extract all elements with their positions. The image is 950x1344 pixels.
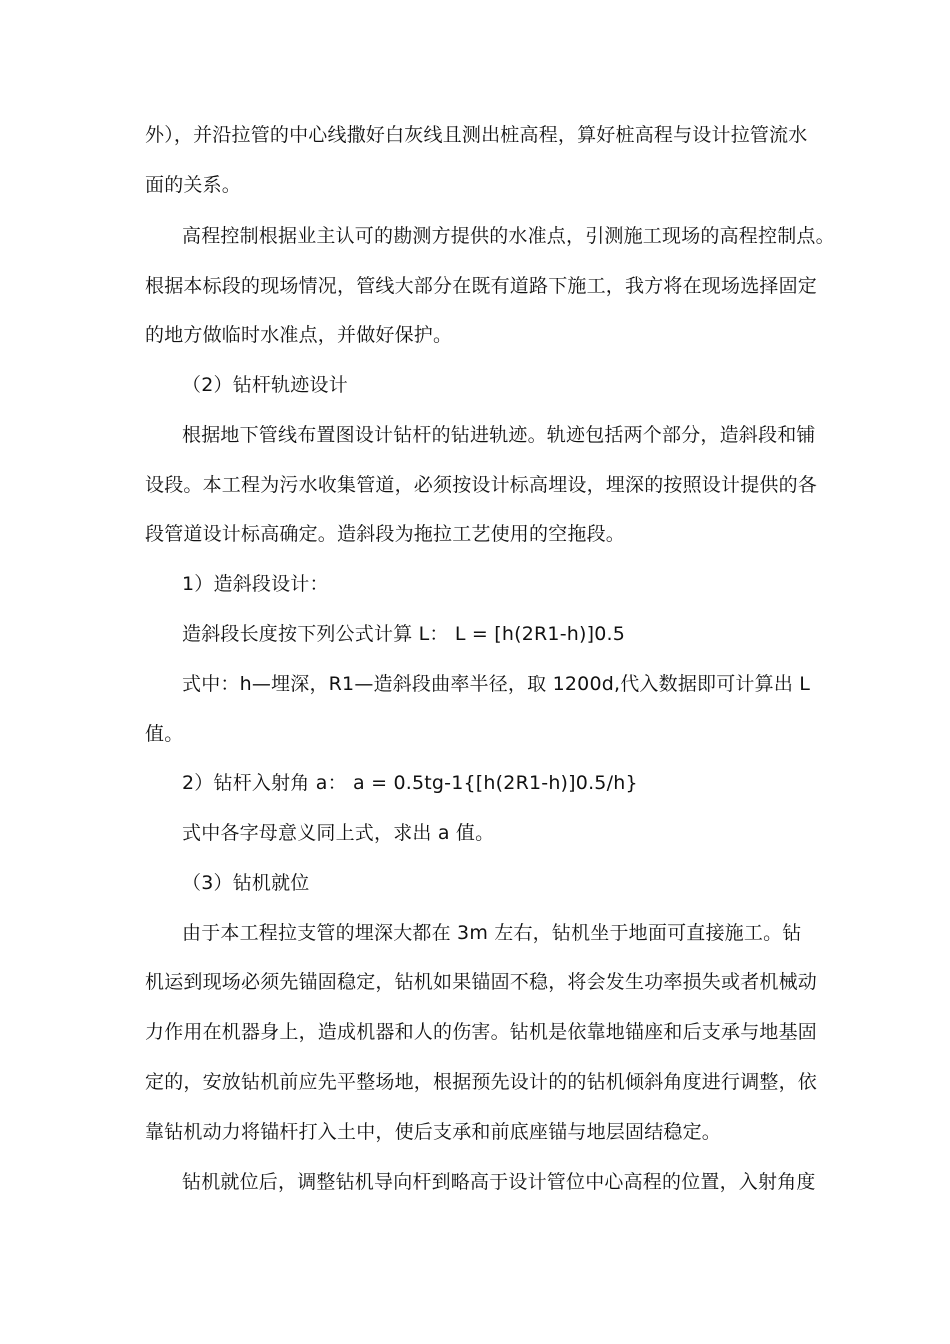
subheading-slope-design: 1）造斜段设计： bbox=[182, 573, 329, 595]
text-line-18: 机运到现场必须先锚固稳定，钻机如果锚固不稳，将会发生功率损失或者机械动 bbox=[145, 971, 818, 993]
text-line-2: 面的关系。 bbox=[145, 174, 242, 196]
text-line-8: 设段。本工程为污水收集管道，必须按设计标高埋设，埋深的按照设计提供的各 bbox=[145, 474, 818, 496]
formula-entry-angle: 2）钻杆入射角 a： a = 0.5tg-1{[h(2R1-h)]0.5/h} bbox=[182, 772, 638, 794]
text-line-7: 根据地下管线布置图设计钻杆的钻进轨迹。轨迹包括两个部分，造斜段和铺 bbox=[182, 424, 816, 446]
text-line-21: 靠钻机动力将锚杆打入土中，使后支承和前底座锚与地层固结稳定。 bbox=[145, 1121, 722, 1143]
formula-slope-length: 造斜段长度按下列公式计算 L： L = [h(2R1-h)]0.5 bbox=[182, 623, 626, 645]
text-line-9: 段管道设计标高确定。造斜段为拖拉工艺使用的空拖段。 bbox=[145, 523, 626, 545]
text-line-13: 值。 bbox=[145, 723, 184, 745]
text-line-17: 由于本工程拉支管的埋深大都在 3m 左右，钻机坐于地面可直接施工。钻 bbox=[182, 922, 802, 944]
text-line-15: 式中各字母意义同上式，求出 a 值。 bbox=[182, 822, 495, 844]
text-line-12: 式中：h—埋深，R1—造斜段曲率半径，取 1200d,代入数据即可计算出 L bbox=[182, 673, 811, 695]
text-line-19: 力作用在机器身上，造成机器和人的伤害。钻机是依靠地锚座和后支承与地基固 bbox=[145, 1021, 818, 1043]
section-heading-drill-position: （3）钻机就位 bbox=[182, 872, 310, 894]
text-line-1: 外），并沿拉管的中心线撒好白灰线且测出桩高程，算好桩高程与设计拉管流水 bbox=[145, 124, 808, 146]
text-line-22: 钻机就位后，调整钻机导向杆到略高于设计管位中心高程的位置，入射角度 bbox=[182, 1171, 816, 1193]
text-line-4: 根据本标段的现场情况，管线大部分在既有道路下施工，我方将在现场选择固定 bbox=[145, 275, 818, 297]
text-line-20: 定的，安放钻机前应先平整场地，根据预先设计的的钻机倾斜角度进行调整，依 bbox=[145, 1071, 818, 1093]
text-line-3: 高程控制根据业主认可的勘测方提供的水准点，引测施工现场的高程控制点。 bbox=[182, 225, 835, 247]
section-heading-drill-path: （2）钻杆轨迹设计 bbox=[182, 374, 348, 396]
text-line-5: 的地方做临时水准点，并做好保护。 bbox=[145, 324, 453, 346]
